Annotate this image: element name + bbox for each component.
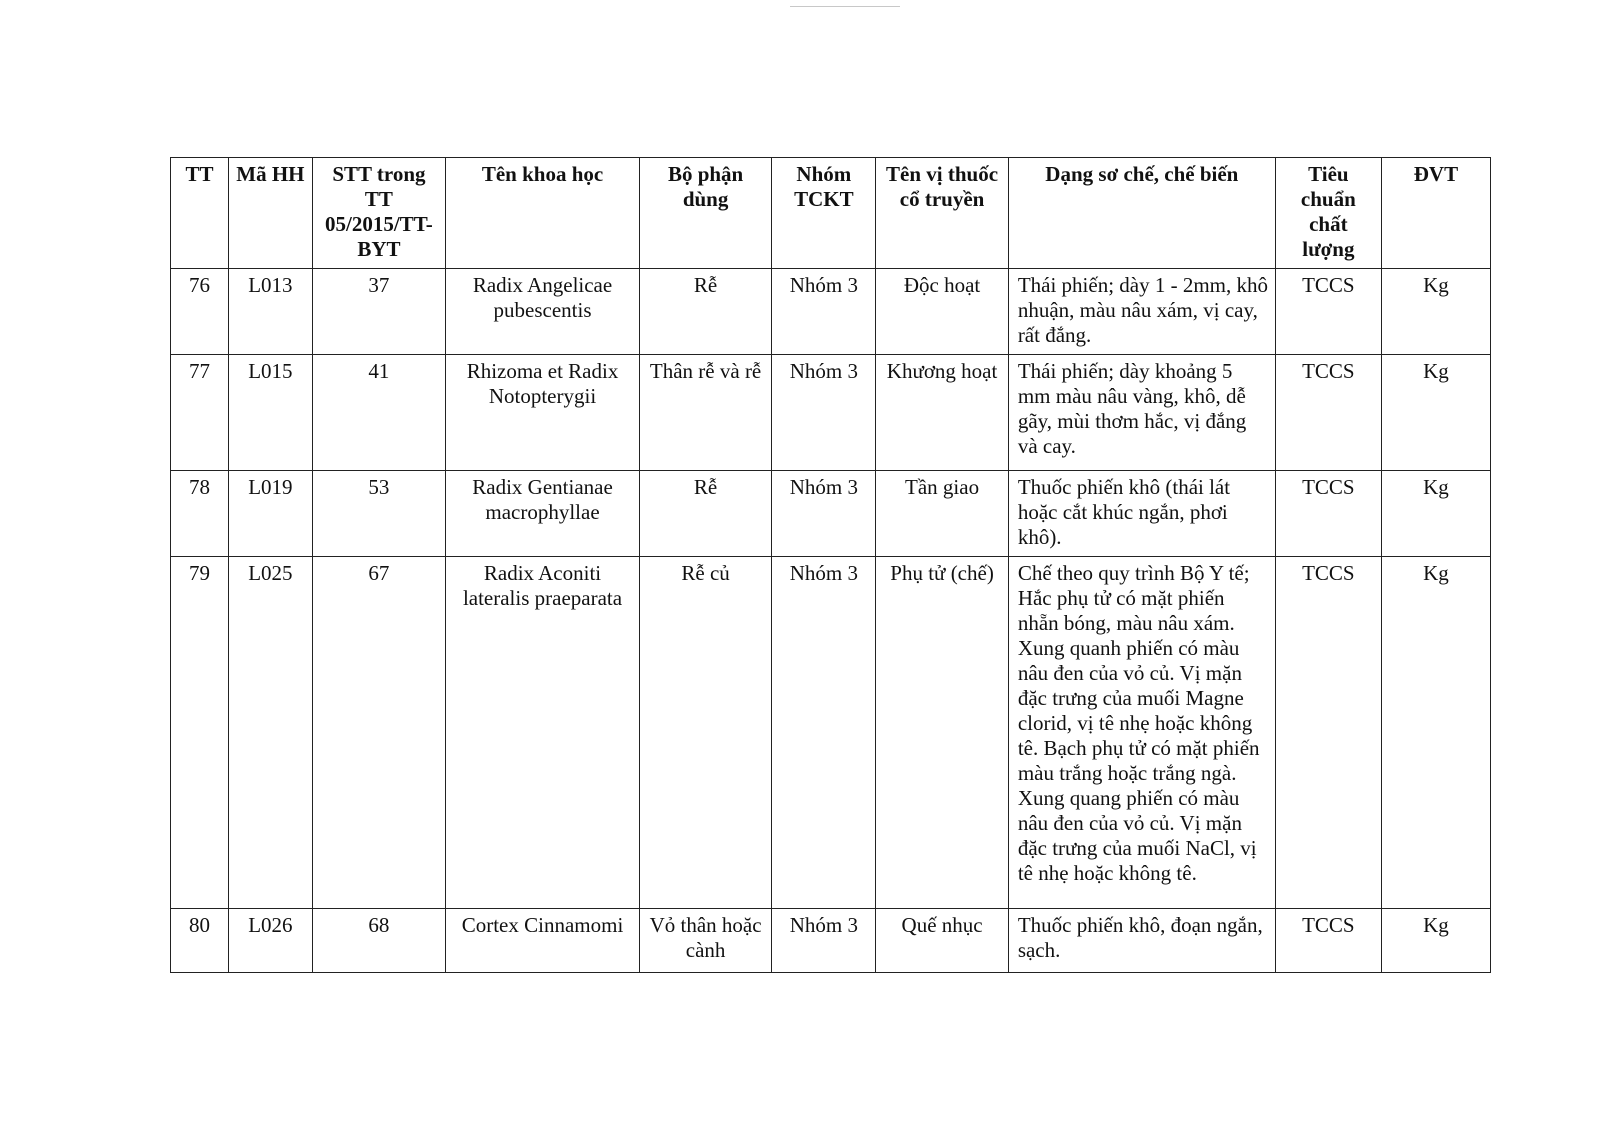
table-row [171,269,1491,355]
cell-stt: 37 [312,269,446,355]
cell-ma-hh: L026 [229,909,313,973]
cell-tt: 76 [171,269,229,355]
table-row [171,471,1491,557]
cell-ten-vi-thuoc: Khương hoạt [876,355,1009,471]
header-ten-vi-thuoc: Tên vị thuốc cổ truyền [876,158,1009,269]
cell-nhom-tckt: Nhóm 3 [772,355,876,471]
cell-bo-phan-dung: Rễ [639,269,772,355]
header-ma-hh: Mã HH [229,158,313,269]
table-row [171,355,1491,471]
cell-tt: 79 [171,557,229,909]
cell-ten-vi-thuoc: Độc hoạt [876,269,1009,355]
cell-tieu-chuan: TCCS [1275,471,1381,557]
cell-bo-phan-dung: Thân rễ và rễ [639,355,772,471]
cell-tieu-chuan: TCCS [1275,557,1381,909]
scan-edge-line [790,6,900,7]
cell-nhom-tckt: Nhóm 3 [772,269,876,355]
header-ten-khoa-hoc: Tên khoa học [446,158,640,269]
cell-tieu-chuan: TCCS [1275,909,1381,973]
cell-dang-so-che: Thái phiến; dày 1 - 2mm, khô nhuận, màu nâu xám, vị cay, rất đắng. [1008,269,1275,355]
cell-tt: 80 [171,909,229,973]
cell-stt: 41 [312,355,446,471]
cell-ma-hh: L015 [229,355,313,471]
cell-ma-hh: L013 [229,269,313,355]
cell-dang-so-che: Thuốc phiến khô (thái lát hoặc cắt khúc ngắn, phơi khô). [1008,471,1275,557]
cell-ten-khoa-hoc: Rhizoma et Radix Notopterygii [446,355,640,471]
herbal-medicine-table [170,157,1491,973]
cell-stt: 68 [312,909,446,973]
cell-ten-vi-thuoc: Quế nhục [876,909,1009,973]
header-stt: STT trong TT 05/2015/TT-BYT [312,158,446,269]
cell-ten-khoa-hoc: Radix Gentianae macrophyllae [446,471,640,557]
cell-dvt: Kg [1381,557,1490,909]
cell-bo-phan-dung: Vỏ thân hoặc cành [639,909,772,973]
cell-stt: 67 [312,557,446,909]
cell-stt: 53 [312,471,446,557]
header-bo-phan-dung: Bộ phận dùng [639,158,772,269]
table-row [171,909,1491,973]
cell-dvt: Kg [1381,471,1490,557]
cell-bo-phan-dung: Rễ [639,471,772,557]
cell-tt: 77 [171,355,229,471]
cell-ma-hh: L025 [229,557,313,909]
cell-ten-khoa-hoc: Radix Aconiti lateralis praeparata [446,557,640,909]
cell-ten-vi-thuoc: Tần giao [876,471,1009,557]
header-tt: TT [171,158,229,269]
header-dang-so-che: Dạng sơ chế, chế biến [1008,158,1275,269]
header-nhom-tckt: Nhóm TCKT [772,158,876,269]
cell-dvt: Kg [1381,909,1490,973]
cell-dang-so-che: Thuốc phiến khô, đoạn ngắn, sạch. [1008,909,1275,973]
cell-dang-so-che: Chế theo quy trình Bộ Y tế; Hắc phụ tử có mặt phiến nhẵn bóng, màu nâu xám. Xung quanh phiến có màu nâu đen của vỏ củ. Vị mặn đặc trưng của muối Magne clorid, vị tê nhẹ hoặc không tê. Bạch phụ tử có mặt phiến màu trắng hoặc trắng ngà. Xung quang phiến có màu nâu đen của vỏ củ. Vị mặn đặc trưng của muối NaCl, vị tê nhẹ hoặc không tê. [1008,557,1275,909]
cell-bo-phan-dung: Rễ củ [639,557,772,909]
cell-ten-khoa-hoc: Cortex Cinnamomi [446,909,640,973]
cell-tieu-chuan: TCCS [1275,269,1381,355]
cell-ten-khoa-hoc: Radix Angelicae pubescentis [446,269,640,355]
cell-dvt: Kg [1381,269,1490,355]
header-tieu-chuan: Tiêu chuẩn chất lượng [1275,158,1381,269]
cell-nhom-tckt: Nhóm 3 [772,471,876,557]
cell-dang-so-che: Thái phiến; dày khoảng 5 mm màu nâu vàng, khô, dễ gãy, mùi thơm hắc, vị đắng và cay. [1008,355,1275,471]
cell-tt: 78 [171,471,229,557]
cell-tieu-chuan: TCCS [1275,355,1381,471]
table-header-row [171,158,1491,269]
table-row [171,557,1491,909]
header-dvt: ĐVT [1381,158,1490,269]
cell-ma-hh: L019 [229,471,313,557]
cell-nhom-tckt: Nhóm 3 [772,909,876,973]
cell-nhom-tckt: Nhóm 3 [772,557,876,909]
cell-ten-vi-thuoc: Phụ tử (chế) [876,557,1009,909]
cell-dvt: Kg [1381,355,1490,471]
